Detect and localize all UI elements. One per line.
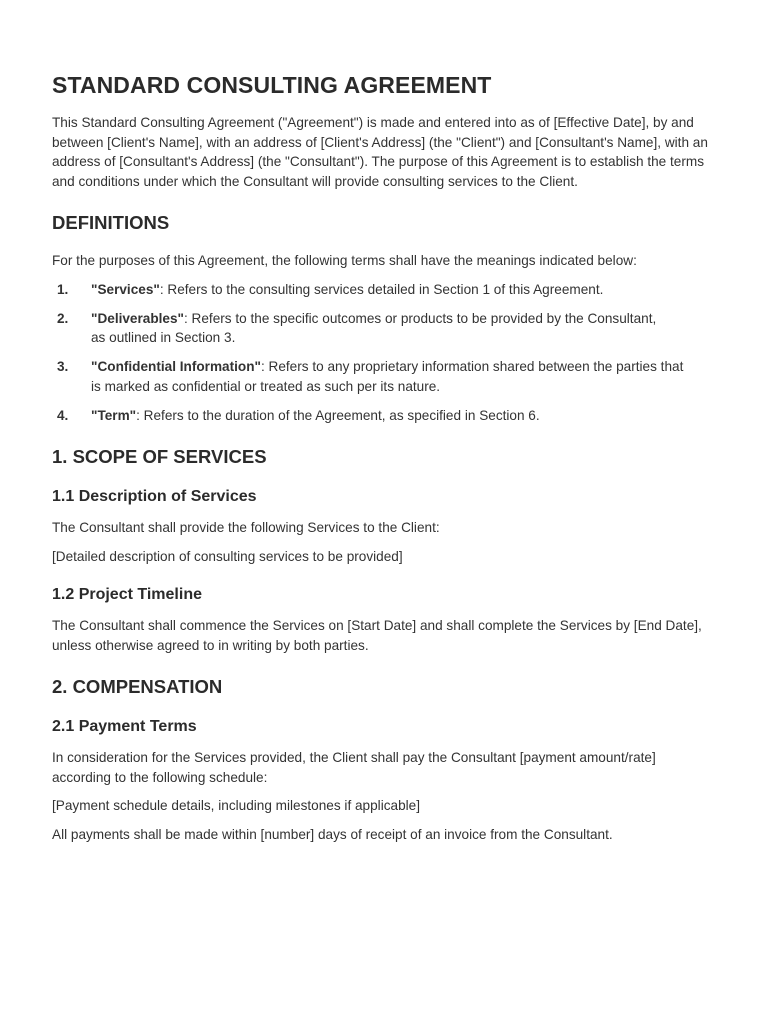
definition-item — [52, 357, 691, 396]
compensation-heading: 2. COMPENSATION — [52, 676, 223, 697]
description-heading: 1.1 Description of Services — [52, 488, 257, 505]
definition-term: "Term" — [91, 407, 137, 423]
definition-term: "Deliverables" — [91, 310, 184, 326]
definition-item — [52, 280, 718, 300]
payment-terms-heading: 2.1 Payment Terms — [52, 718, 197, 735]
definition-text: : Refers to the duration of the Agreement, as specified in Section 6. — [136, 407, 540, 423]
definitions-heading: DEFINITIONS — [52, 212, 170, 233]
definition-number: 4. — [57, 407, 69, 423]
definition-item — [52, 309, 657, 348]
definition-number: 3. — [57, 359, 69, 374]
definition-text: : Refers to the specific outcomes or products to be provided by the Consultant, as outlined in Section 3. — [91, 310, 657, 345]
definition-term: "Confidential Information" — [91, 359, 261, 374]
definition-number: 2. — [57, 310, 69, 326]
payment-due-paragraph: All payments shall be made within [number] days of receipt of an invoice from the Consultant. — [52, 826, 613, 842]
document-title: STANDARD CONSULTING AGREEMENT — [52, 72, 492, 98]
timeline-paragraph: The Consultant shall commence the Services on [Start Date] and shall complete the Services by [End Date], unless otherwise agreed to in writing by both parties. — [52, 618, 702, 653]
intro-paragraph: This Standard Consulting Agreement ("Agreement") is made and entered into as of [Effective Date], by and between [Client's Name], with an address of [Client's Address] (the "Client") and [Consultant's Name], with an address of [Consultant's Address] (the "Consultant"). The purpose of this Agreement is to establish the terms and conditions under which the Consultant will provide consulting services to the Client. — [52, 115, 708, 189]
definitions-list — [52, 280, 718, 426]
description-placeholder: [Detailed description of consulting services to be provided] — [52, 548, 403, 564]
description-paragraph: The Consultant shall provide the following Services to the Client: — [52, 520, 440, 535]
scope-heading: 1. SCOPE OF SERVICES — [52, 446, 267, 467]
definitions-intro: For the purposes of this Agreement, the following terms shall have the meanings indicated below: — [52, 253, 637, 268]
definition-item — [52, 406, 718, 426]
definition-text: : Refers to the consulting services detailed in Section 1 of this Agreement. — [159, 281, 604, 297]
definition-number: 1. — [57, 281, 69, 297]
definition-term: "Services" — [91, 281, 160, 297]
payment-schedule-placeholder: [Payment schedule details, including milestones if applicable] — [52, 798, 420, 813]
definition-text: : Refers to any proprietary information shared between the parties that is marked as confidential or treated as such per its nature. — [91, 359, 684, 394]
payment-paragraph: In consideration for the Services provided, the Client shall pay the Consultant [payment amount/rate] according to the following schedule: — [52, 750, 656, 785]
timeline-heading: 1.2 Project Timeline — [52, 586, 202, 603]
